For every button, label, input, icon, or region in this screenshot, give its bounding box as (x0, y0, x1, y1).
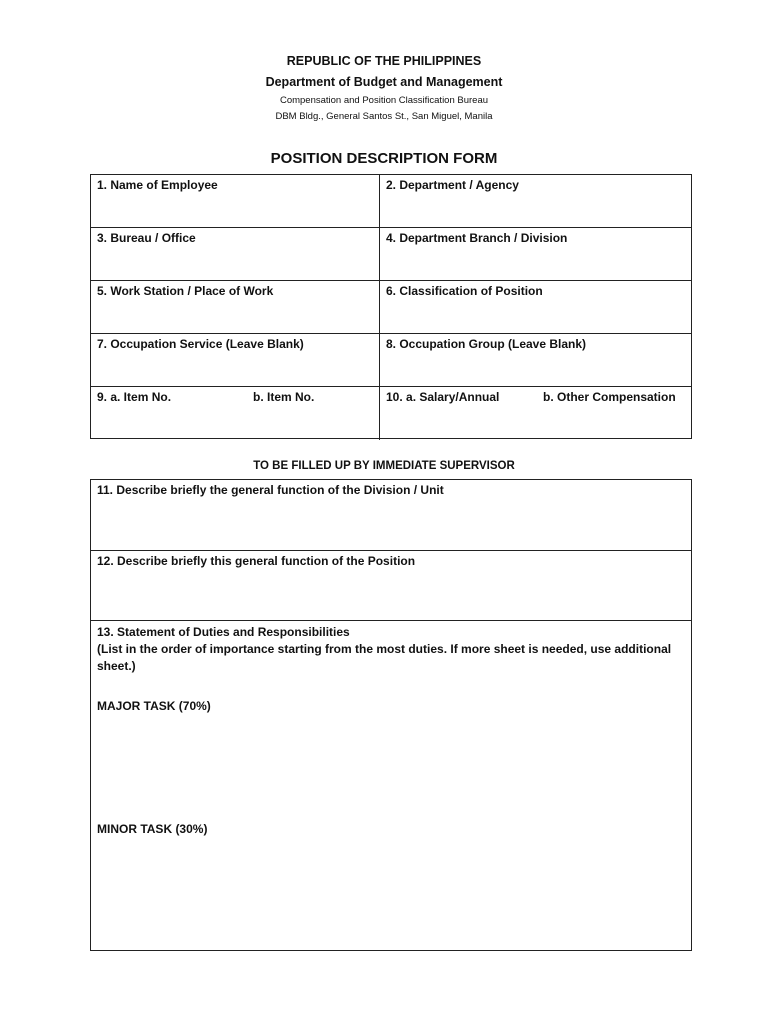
field-label-salary-annual: 10. a. Salary/Annual (386, 390, 500, 404)
field-label: 7. Occupation Service (Leave Blank) (97, 337, 304, 351)
minor-task-label: MINOR TASK (30%) (97, 822, 208, 836)
field-work-station[interactable] (91, 281, 380, 333)
field-occupation-service[interactable] (91, 334, 380, 386)
field-duties-responsibilities[interactable] (91, 621, 691, 950)
department-name: Department of Budget and Management (265, 75, 503, 89)
employee-info-grid (90, 174, 692, 439)
grid-row (91, 387, 691, 440)
duties-title: 13. Statement of Duties and Responsibilities (97, 625, 350, 639)
field-label-item-no-b: b. Item No. (253, 390, 315, 404)
field-label: 6. Classification of Position (386, 284, 543, 298)
field-label: 1. Name of Employee (97, 178, 218, 192)
grid-row (91, 228, 691, 281)
grid-row (91, 281, 691, 334)
field-name-of-employee[interactable] (91, 175, 380, 227)
supervisor-heading: TO BE FILLED UP BY IMMEDIATE SUPERVISOR (253, 460, 515, 472)
field-salary-compensation[interactable] (380, 387, 691, 440)
field-label: 8. Occupation Group (Leave Blank) (386, 337, 587, 351)
field-label: 5. Work Station / Place of Work (97, 284, 274, 298)
field-item-no[interactable] (91, 387, 380, 440)
field-label-other-compensation: b. Other Compensation (543, 390, 676, 404)
form-title: POSITION DESCRIPTION FORM (270, 150, 498, 167)
field-department-agency[interactable] (380, 175, 691, 227)
bureau-name: Compensation and Position Classification Bureau (279, 95, 489, 106)
country-name: REPUBLIC OF THE PHILIPPINES (286, 54, 482, 68)
field-label-item-no-a: 9. a. Item No. (97, 390, 172, 404)
duties-note-line-2: sheet.) (97, 659, 136, 673)
field-label: 4. Department Branch / Division (386, 231, 568, 245)
field-occupation-group[interactable] (380, 334, 691, 386)
field-label: 3. Bureau / Office (97, 231, 196, 245)
duties-note-line-1: (List in the order of importance starting from the most duties. If more sheet is needed, use additional (97, 642, 672, 656)
supervisor-section (90, 479, 692, 951)
field-bureau-office[interactable] (91, 228, 380, 280)
field-label: 2. Department / Agency (386, 178, 519, 192)
grid-row (91, 175, 691, 228)
field-label: 11. Describe briefly the general function of the Division / Unit (97, 483, 444, 497)
field-label: 12. Describe briefly this general function of the Position (97, 554, 416, 568)
field-classification-of-position[interactable] (380, 281, 691, 333)
field-position-function[interactable] (91, 551, 691, 621)
office-address: DBM Bldg., General Santos St., San Miguel, Manila (275, 111, 493, 122)
major-task-label: MAJOR TASK (70%) (97, 699, 211, 713)
field-division-function[interactable] (91, 480, 691, 551)
field-department-branch-division[interactable] (380, 228, 691, 280)
grid-row (91, 334, 691, 387)
